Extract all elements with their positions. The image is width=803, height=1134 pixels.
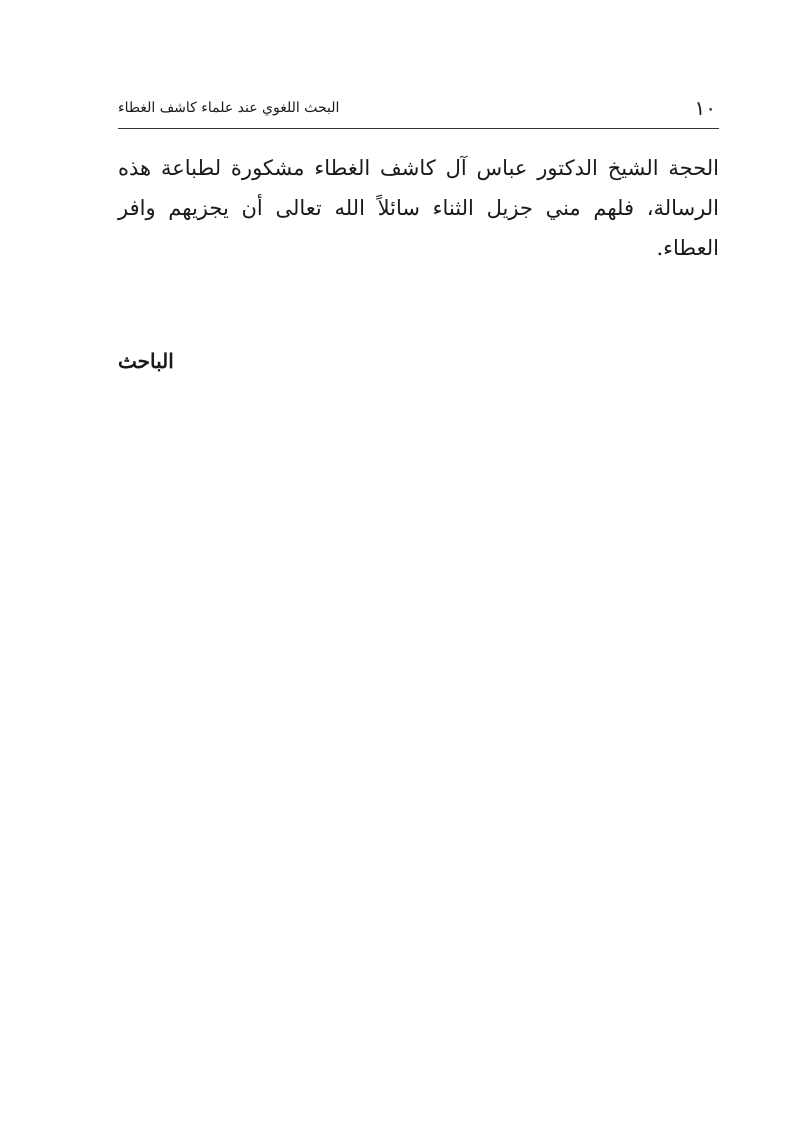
header-divider bbox=[118, 128, 719, 129]
body-paragraph: الحجة الشيخ الدكتور عباس آل كاشف الغطاء مشكورة لطباعة هذه الرسالة، فلهم مني جزيل الثناء سائلاً الله تعالى أن يجزيهم وافر العطاء. bbox=[118, 156, 719, 260]
author-signature: الباحث bbox=[118, 349, 174, 373]
running-title: البحث اللغوي عند علماء كاشف الغطاء bbox=[118, 100, 340, 116]
page-number: ١٠ bbox=[694, 96, 716, 120]
